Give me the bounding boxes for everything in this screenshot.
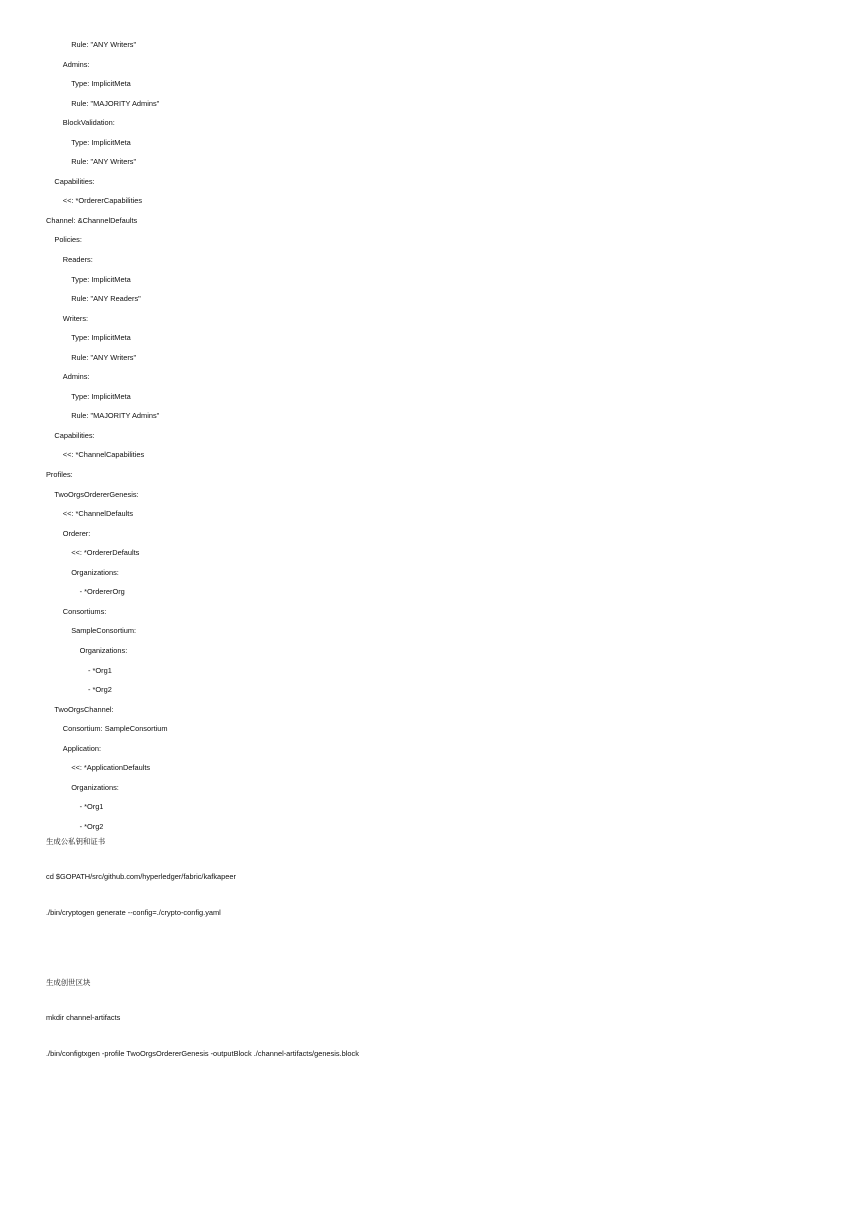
command-mkdir: mkdir channel-artifacts: [46, 1013, 121, 1022]
yaml-line: Rule: "ANY Writers": [71, 157, 137, 167]
yaml-line: <<: *ChannelDefaults: [62, 509, 134, 519]
yaml-line: Consortiums:: [62, 606, 107, 616]
yaml-line: Consortium: SampleConsortium: [62, 724, 168, 734]
yaml-line: <<: *OrdererDefaults: [71, 548, 140, 558]
yaml-line: Organizations:: [71, 567, 119, 577]
yaml-line: - *Org1: [88, 665, 112, 675]
yaml-line: Rule: "MAJORITY Admins": [71, 411, 160, 421]
heading-generate-certs: 生成公私钥和证书: [46, 837, 106, 846]
yaml-line: Capabilities:: [54, 176, 95, 186]
yaml-line: Type: ImplicitMeta: [71, 79, 131, 89]
yaml-line: Channel: &ChannelDefaults: [46, 215, 138, 225]
yaml-line: <<: *ChannelCapabilities: [62, 450, 145, 460]
yaml-line: TwoOrgsOrdererGenesis:: [54, 489, 139, 499]
yaml-line: TwoOrgsChannel:: [54, 704, 114, 714]
command-cryptogen: ./bin/cryptogen generate --config=./crypto-config.yaml: [46, 908, 221, 917]
yaml-line: Type: ImplicitMeta: [71, 137, 131, 147]
yaml-line: Organizations:: [79, 645, 128, 655]
yaml-line: <<: *OrdererCapabilities: [62, 196, 143, 206]
yaml-line: Rule: "ANY Writers": [71, 40, 137, 49]
yaml-line: Type: ImplicitMeta: [71, 391, 131, 401]
yaml-line: Type: ImplicitMeta: [71, 274, 131, 284]
yaml-line: Rule: "ANY Readers": [71, 294, 141, 304]
yaml-line: Profiles:: [46, 470, 73, 480]
yaml-line: Readers:: [62, 255, 93, 265]
yaml-line: Policies:: [54, 235, 82, 245]
yaml-line: Type: ImplicitMeta: [71, 333, 131, 343]
heading-generate-genesis-block: 生成创世区块: [46, 978, 91, 987]
yaml-line: Rule: "ANY Writers": [71, 352, 137, 362]
yaml-line: Admins:: [62, 372, 90, 382]
yaml-line: Admins:: [62, 59, 90, 69]
yaml-line: <<: *ApplicationDefaults: [71, 763, 151, 773]
yaml-line: BlockValidation:: [62, 118, 115, 128]
command-cd-kafkapeer: cd $GOPATH/src/github.com/hyperledger/fabric/kafkapeer: [46, 872, 236, 881]
yaml-line: - *Org2: [88, 685, 112, 695]
yaml-line: Application:: [62, 743, 102, 753]
yaml-line: Rule: "MAJORITY Admins": [71, 98, 160, 108]
yaml-line: - *Org2: [79, 821, 104, 831]
yaml-line: Capabilities:: [54, 430, 95, 440]
yaml-line: Orderer:: [62, 528, 91, 538]
yaml-line: Organizations:: [71, 782, 119, 792]
yaml-line: - *OrdererOrg: [79, 587, 125, 597]
yaml-line: Writers:: [62, 313, 89, 323]
yaml-line: SampleConsortium:: [71, 626, 137, 636]
command-configtxgen: ./bin/configtxgen -profile TwoOrgsOrdererGenesis -outputBlock ./channel-artifacts/genesis.block: [46, 1049, 359, 1058]
yaml-config-block: [46, 39, 168, 840]
yaml-line: - *Org1: [79, 802, 104, 812]
